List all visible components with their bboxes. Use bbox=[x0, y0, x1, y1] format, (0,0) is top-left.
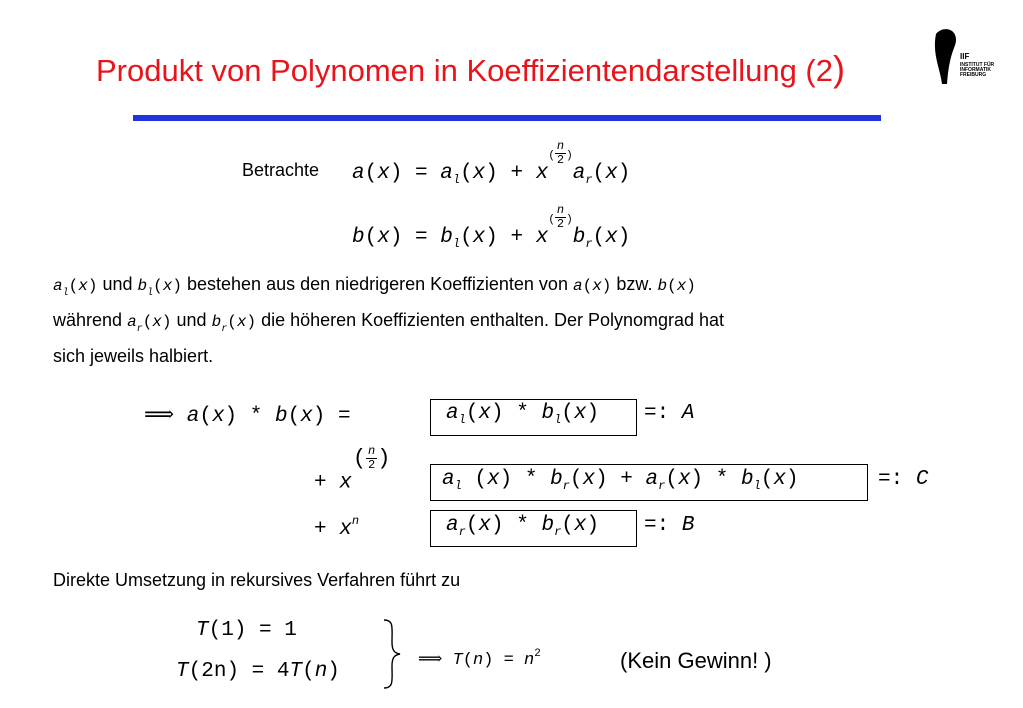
logo-line3: FREIBURG bbox=[960, 72, 987, 78]
title-underline bbox=[133, 115, 881, 121]
assign-B: =: B bbox=[644, 514, 695, 537]
recurrence-base: T(1) = 1 bbox=[196, 619, 297, 642]
consider-label: Betrachte bbox=[242, 160, 320, 180]
plus-x-n2: + x( $\frac{n}{2}$ ) bbox=[314, 444, 391, 495]
iif-logo bbox=[930, 26, 996, 86]
plus-x-n: + $x^n$ bbox=[314, 514, 360, 541]
equation-b: $b(x) = b_l(x) + x^{( \frac{n}{2} )}b_r(x)$ bbox=[352, 203, 631, 251]
page-title: Produkt von Polynomen in Koeffizientendarstellung (2) bbox=[96, 48, 845, 89]
recurrence-step: T(2n) = 4T(n) bbox=[176, 660, 340, 683]
equation-a: $a(x) = a_l(x) + x^{( \frac{n}{2} )}a_r(x)$ bbox=[352, 139, 631, 187]
logo-mark: IIF bbox=[960, 52, 970, 61]
recurrence-result: ⟹ $T(n) = n^2$ bbox=[418, 648, 541, 670]
term-A: $a_l(x) * b_l(x)$ bbox=[446, 402, 600, 427]
logo-mark-icon bbox=[930, 26, 960, 86]
recursive-label: Direkte Umsetzung in rekursives Verfahren führt zu bbox=[53, 570, 461, 590]
assign-C: =: C bbox=[878, 468, 929, 491]
paragraph-line2: während $a_r(x)$ und $b_r(x)$ die höheren Koeffizienten enthalten. Der Polynomgrad hat bbox=[53, 310, 725, 335]
paragraph-line1: $a_l(x)$ und $b_l(x)$ bestehen aus den niedrigeren Koeffizienten von a(x) bzw. b(x) bbox=[53, 274, 696, 299]
paragraph-line3: sich jeweils halbiert. bbox=[53, 346, 214, 366]
product-lhs: ⟹ a(x) * b(x) = bbox=[144, 402, 351, 428]
logo-line2: INFORMATIK bbox=[960, 67, 992, 73]
brace-icon bbox=[380, 618, 404, 690]
term-C: $a_l$ $(x) * b_r(x) + a_r(x) * b_l(x)$ bbox=[442, 468, 799, 493]
assign-A: =: A bbox=[644, 402, 695, 425]
term-B: $a_r(x) * b_r(x)$ bbox=[446, 514, 600, 539]
logo-line1: INSTITUT FÜR bbox=[960, 62, 995, 68]
remark-no-gain: (Kein Gewinn! ) bbox=[620, 648, 772, 673]
